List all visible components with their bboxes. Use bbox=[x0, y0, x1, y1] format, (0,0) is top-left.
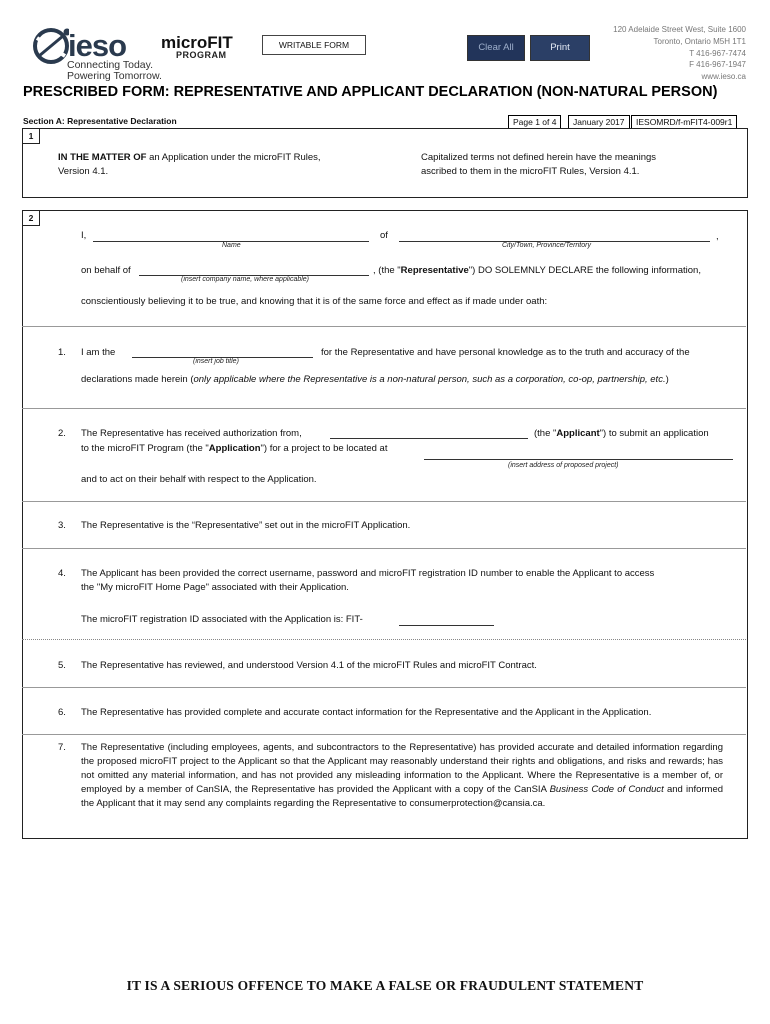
item-1-number: 1. bbox=[58, 347, 66, 358]
warning-footer: IT IS A SERIOUS OFFENCE TO MAKE A FALSE OR FRAUDULENT STATEMENT bbox=[126, 978, 644, 993]
item-2-line2: to the microFIT Program (the "Application") for a project to be located at bbox=[81, 443, 388, 454]
page-number: Page 1 of 4 bbox=[508, 115, 561, 129]
item-4-number: 4. bbox=[58, 568, 66, 579]
conscientious-text: conscientiously believing it to be true, and knowing that it is of the same force and effect as if made under oath: bbox=[81, 296, 548, 307]
box-1-number: 1 bbox=[22, 128, 40, 144]
item-1-pre: I am the bbox=[81, 347, 116, 358]
representative-declare-text: , (the "Representative") DO SOLEMNLY DECLARE the following information, bbox=[373, 265, 701, 276]
divider bbox=[22, 548, 746, 549]
matter-text: IN THE MATTER OF an Application under the microFIT Rules, Version 4.1. bbox=[58, 152, 321, 177]
job-title-hint: (insert job title) bbox=[193, 358, 239, 365]
logo-tagline: Connecting Today. Powering Tomorrow. bbox=[67, 59, 162, 82]
item-2-pre: The Representative has received authorization from, bbox=[81, 428, 302, 439]
city-hint: City/Town, Province/Territory bbox=[502, 242, 591, 249]
registration-id-field[interactable] bbox=[399, 625, 494, 626]
item-1-post: for the Representative and have personal knowledge as to the truth and accuracy of the bbox=[321, 347, 690, 358]
item-7-text: The Representative (including employees, agents, and subcontractors to the Representative) has provided accurate and detailed information regarding the proposed microFIT project to the Applicant so that the Applicant may reasonably understand their rights and obligations, and risks and rewards; has not omitted any material information, and has not provided any misleading information to the Applicant. Where the Representative is a member of, or employed by a member of CanSIA, the Representative has provided the Applicant with a copy of the CanSIA Business Code of Conduct and informed the Applicant that it may send any complaints regarding the Representative to consumerprotection@cansia.ca. bbox=[81, 742, 724, 809]
registration-id-label: The microFIT registration ID associated with the Application is: FIT- bbox=[81, 614, 363, 625]
item-2-applicant: (the "Applicant") to submit an application bbox=[534, 428, 709, 439]
item-7-number: 7. bbox=[58, 742, 66, 753]
name-hint: Name bbox=[222, 242, 241, 249]
of-label: of bbox=[380, 230, 388, 241]
item-6-text: The Representative has provided complete and accurate contact information for the Representative and the Applicant in the Application. bbox=[81, 707, 652, 718]
company-hint: (insert company name, where applicable) bbox=[181, 276, 310, 283]
item-3-text: The Representative is the “Representative” set out in the microFIT Application. bbox=[81, 520, 411, 531]
writable-form-label: WRITABLE FORM bbox=[262, 35, 366, 55]
divider bbox=[22, 326, 746, 327]
item-2-line3: and to act on their behalf with respect to the Application. bbox=[81, 474, 317, 485]
item-1-line2: declarations made herein (only applicable where the Representative is a non-natural person, such as a corporation, co-op, partnership, etc.) bbox=[81, 374, 669, 385]
form-code: IESOMRD/f-mFIT4-009r1 bbox=[631, 115, 737, 129]
logo-text: ieso bbox=[68, 28, 127, 63]
item-6-number: 6. bbox=[58, 707, 66, 718]
microfit-program-subtitle: PROGRAM bbox=[176, 50, 227, 60]
project-address-field[interactable] bbox=[424, 459, 733, 460]
ieso-logo-icon bbox=[33, 26, 69, 72]
box-2-number: 2 bbox=[22, 210, 40, 226]
item-5-number: 5. bbox=[58, 660, 66, 671]
section-label: Section A: Representative Declaration bbox=[23, 116, 177, 126]
ieso-address: 120 Adelaide Street West, Suite 1600 Toronto, Ontario M5H 1T1 T 416-967-7474 F 416-967-1947 www.ieso.ca bbox=[613, 25, 746, 82]
i-label: I, bbox=[81, 230, 87, 241]
divider bbox=[22, 734, 746, 735]
clear-all-button[interactable]: Clear All bbox=[467, 35, 525, 61]
divider bbox=[22, 687, 746, 688]
item-5-text: The Representative has reviewed, and understood Version 4.1 of the microFIT Rules and microFIT Contract. bbox=[81, 660, 537, 671]
form-title: PRESCRIBED FORM: REPRESENTATIVE AND APPLICANT DECLARATION (NON-NATURAL PERSON) bbox=[23, 84, 718, 100]
item-4-text: The Applicant has been provided the correct username, password and microFIT registration ID number to enable the Applicant to access the "My microFIT Home Page" associated with their Application. bbox=[81, 568, 655, 593]
project-address-hint: (insert address of proposed project) bbox=[508, 462, 619, 469]
microfit-program-title: microFIT bbox=[161, 33, 233, 52]
divider bbox=[22, 639, 746, 640]
item-3-number: 3. bbox=[58, 520, 66, 531]
on-behalf-label: on behalf of bbox=[81, 265, 131, 276]
form-date: January 2017 bbox=[568, 115, 630, 129]
print-button[interactable]: Print bbox=[530, 35, 590, 61]
item-2-number: 2. bbox=[58, 428, 66, 439]
divider bbox=[22, 501, 746, 502]
capitalized-terms-text: Capitalized terms not defined herein have the meanings ascribed to them in the microFIT Rules, Version 4.1. bbox=[421, 152, 657, 177]
divider bbox=[22, 408, 746, 409]
comma: , bbox=[716, 231, 719, 242]
applicant-field[interactable] bbox=[330, 438, 528, 439]
